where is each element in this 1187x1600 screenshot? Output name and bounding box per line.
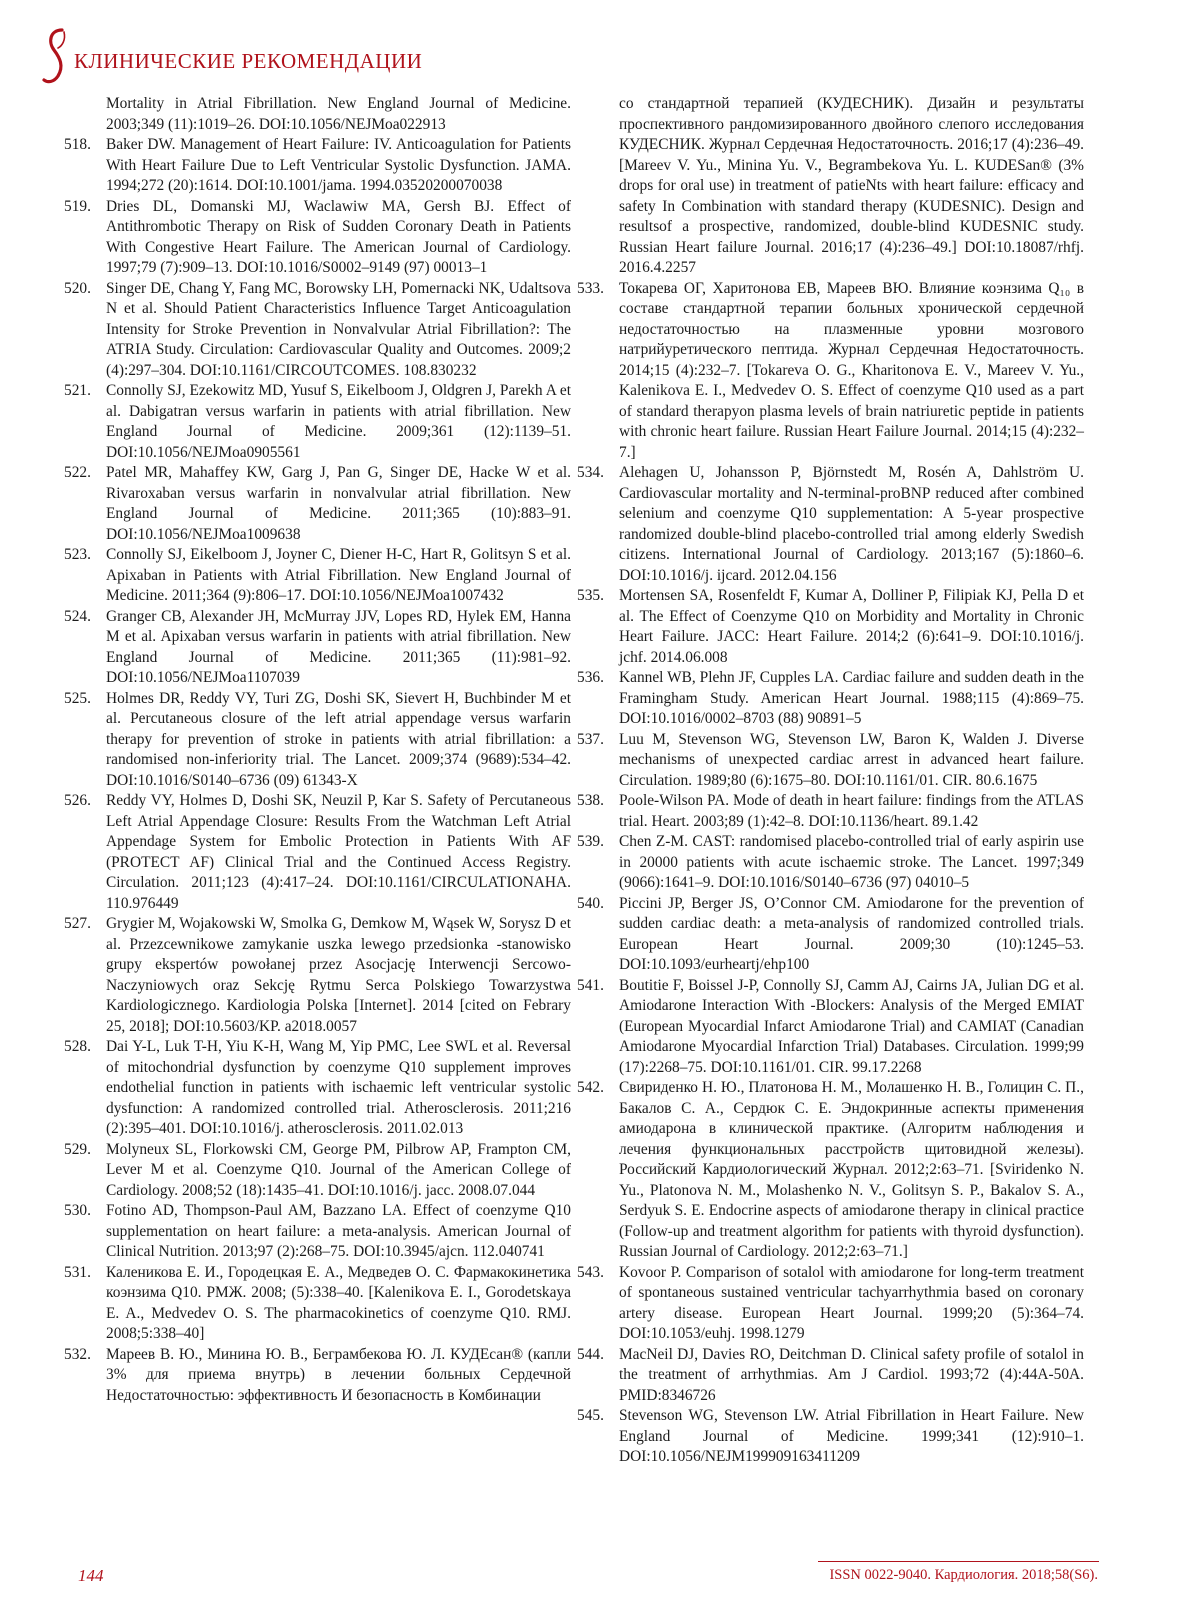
- reference-text: Piccini JP, Berger JS, O’Connor CM. Amiodarone for the prevention of sudden cardiac death: a meta-analysis of randomized controlled trials. European Heart Journal. 2009;30 (10):1245–53. DOI:10.1093/eurheartj/ehp100: [619, 894, 1084, 973]
- references-left-column: [64, 94, 571, 1406]
- reference-number: 538.: [577, 792, 604, 809]
- reference-item: [64, 197, 571, 279]
- reference-number: 523.: [64, 546, 91, 563]
- reference-number: 528.: [64, 1038, 91, 1055]
- reference-number: 526.: [64, 792, 91, 809]
- reference-text: Holmes DR, Reddy VY, Turi ZG, Doshi SK, Sievert H, Buchbinder M et al. Percutaneous closure of the left atrial appendage versus warfarin therapy for prevention of stroke in patients with atrial fibrillation: a randomised non-inferiority trial. The Lancet. 2009;374 (9689):534–42. DOI:10.1016/S0140–6736 (09) 61343-X: [106, 689, 571, 789]
- reference-item: [64, 463, 571, 545]
- reference-number: 525.: [64, 689, 91, 707]
- reference-number: 545.: [577, 1407, 604, 1424]
- reference-number: 521.: [64, 382, 91, 399]
- reference-number: 540.: [577, 894, 604, 912]
- reference-item: [577, 279, 1084, 464]
- reference-item: [577, 463, 1084, 586]
- reference-item: [577, 894, 1084, 976]
- section-title: КЛИНИЧЕСКИЕ РЕКОМЕНДАЦИИ: [74, 49, 423, 73]
- reference-number: 522.: [64, 464, 91, 481]
- reference-item: [64, 1037, 571, 1140]
- reference-text: Baker DW. Management of Heart Failure: IV. Anticoagulation for Patients With Heart Failure Due to Left Ventricular Systolic Dysfunction. JAMA. 1994;272 (20):1614. DOI:10.1001/jama. 1994.03520200070038: [106, 136, 571, 194]
- reference-item: [64, 135, 571, 197]
- reference-text: Boutitie F, Boissel J-P, Connolly SJ, Camm AJ, Cairns JA, Julian DG et al. Amiodarone Interaction With -Blockers: Analysis of the Merged EMIAT (European Myocardial Infarct Amiodarone Trial) and CAMIAT (Canadian Amiodarone Myocardial Infarction Trial) Databases. Circulation. 1999;99 (17):2268–75. DOI:10.1161/01. CIR. 99.17.2268: [619, 976, 1084, 1076]
- reference-number: 537.: [577, 730, 604, 748]
- reference-item: [64, 607, 571, 689]
- footer-divider: [818, 1561, 1099, 1562]
- reference-number: 541.: [577, 976, 604, 994]
- reference-number: 532.: [64, 1345, 91, 1363]
- reference-text: Grygier M, Wojakowski W, Smolka G, Demkow M, Wąsek W, Sorysz D et al. Przezcewnikowe zamykanie uszka lewego przedsionka -stanowisko grupy ekspertów powołanej przez Asocjację Interwencji Sercowo-Naczyniowych oraz Sekcję Rytmu Serca Polskiego Towarzystwa Kardiologicznego. Kardiologia Polska [Internet]. 2014 [cited on Febrary 25, 2018]; DOI:10.5603/KP. a2018.0057: [106, 915, 571, 1035]
- reference-number: 536.: [577, 669, 604, 686]
- reference-item: [64, 545, 571, 607]
- reference-number: 533.: [577, 279, 604, 297]
- page-number: 144: [78, 1566, 104, 1585]
- reference-item: [577, 1345, 1084, 1407]
- reference-number: 534.: [577, 464, 604, 481]
- reference-text: Granger CB, Alexander JH, McMurray JJV, Lopes RD, Hylek EM, Hanna M et al. Apixaban versus warfarin in patients with atrial fibrillation. New England Journal of Medicine. 2011;365 (11):981–92. DOI:10.1056/NEJMoa1107039: [106, 607, 571, 686]
- reference-text: MacNeil DJ, Davies RO, Deitchman D. Clinical safety profile of sotalol in the treatment of arrhythmias. Am J Cardiol. 1993;72 (4):44A-50A. PMID:8346726: [619, 1345, 1084, 1404]
- reference-number: 542.: [577, 1079, 604, 1096]
- reference-item: [64, 689, 571, 792]
- reference-text: Stevenson WG, Stevenson LW. Atrial Fibrillation in Heart Failure. New England Journal of Medicine. 1999;341 (12):910–1. DOI:10.1056/NEJM199909163411209: [619, 1407, 1084, 1465]
- reference-text: Molyneux SL, Florkowski CM, George PM, Pilbrow AP, Frampton CM, Lever M et al. Coenzyme Q10. Journal of the American College of Cardiology. 2008;52 (18):1435–41. DOI:10.1016/j. jacc. 2008.07.044: [106, 1140, 571, 1199]
- reference-item: [64, 1345, 571, 1407]
- reference-item: [577, 832, 1084, 894]
- reference-item: [64, 1201, 571, 1263]
- reference-text: Kannel WB, Plehn JF, Cupples LA. Cardiac failure and sudden death in the Framingham Study. American Heart Journal. 1988;115 (4):869–75. DOI:10.1016/0002–8703 (88) 90891–5: [619, 669, 1084, 727]
- reference-number: 518.: [64, 136, 91, 153]
- reference-number: 539.: [577, 833, 604, 850]
- reference-text: Свириденко Н. Ю., Платонова Н. М., Молашенко Н. В., Голицин С. П., Бакалов С. А., Сердюк С. Е. Эндокринные аспекты применения амиодарона в клинической практике. (Алгоритм наблюдения и лечения функциональных расстройств щитовидной железы). Российский Кардиологический Журнал. 2012;2:63–71. [Sviridenko N. Yu., Platonova N. M., Molashenko N. V., Golitsyn S. P., Bakalov S. A., Serdyuk S. E. Endocrine aspects of amiodarone therapy in clinical practice (Follow-up and treatment algorithm for patients with thyroid dysfunction). Russian Journal of Cardiology. 2012;2:63–71.]: [619, 1079, 1084, 1260]
- reference-number: 531.: [64, 1263, 91, 1281]
- reference-item: [64, 914, 571, 1037]
- reference-number: 527.: [64, 915, 91, 932]
- reference-item: [64, 279, 571, 382]
- reference-item: [64, 1140, 571, 1202]
- reference-item: [577, 1078, 1084, 1263]
- reference-text: Каленикова Е. И., Городецкая Е. А., Медведев О. С. Фармакокинетика коэнзима Q10. РМЖ. 2008; (5):338–40. [Kalenikova E. I., Gorodetskaya E. A., Medvedev O. S. The pharmacokinetics of coenzyme Q10. RMJ. 2008;5:338–40]: [106, 1263, 571, 1342]
- reference-item: [106, 94, 571, 135]
- reference-text: Токарева ОГ, Харитонова ЕВ, Мареев ВЮ. Влияние коэнзима Q₁₀ в составе стандартной терапии больных хронической сердечной недостаточностью на плазменные уровни мозгового натрийуретического пептида. Журнал Сердечная Недостаточность. 2014;15 (4):232–7. [Tokareva O. G., Kharitonova E. V., Mareev V. Yu., Kalenikova E. I., Medvedev O. S. Effect of coenzyme Q10 used as a part of standard therapyon plasma levels of brain natriuretic peptide in patients with chronic heart failure. Russian Heart Failure Journal. 2014;15 (4):232–7.]: [619, 279, 1084, 461]
- reference-item: [577, 668, 1084, 730]
- reference-number: 530.: [64, 1202, 91, 1219]
- reference-text: Luu M, Stevenson WG, Stevenson LW, Baron K, Walden J. Diverse mechanisms of unexpected cardiac arrest in advanced heart failure. Circulation. 1989;80 (6):1675–80. DOI:10.1161/01. CIR. 80.6.1675: [619, 730, 1084, 789]
- reference-item: [577, 976, 1084, 1079]
- reference-number: 543.: [577, 1263, 604, 1281]
- reference-text: Kovoor P. Comparison of sotalol with amiodarone for long-term treatment of spontaneous sustained ventricular tachyarrhythmia based on coronary artery disease. European Heart Journal. 1999;20 (5):364–74. DOI:10.1053/euhj. 1998.1279: [619, 1263, 1084, 1342]
- reference-text: Mortensen SA, Rosenfeldt F, Kumar A, Dolliner P, Filipiak KJ, Pella D et al. The Effect of Coenzyme Q10 on Morbidity and Mortality in Chronic Heart Failure. JACC: Heart Failure. 2014;2 (6):641–9. DOI:10.1016/j. jchf. 2014.06.008: [619, 587, 1084, 666]
- reference-text: Мареев В. Ю., Минина Ю. В., Беграмбекова Ю. Л. КУДЕсан® (капли 3% для приема внутрь) в лечении больных Сердечной Недостаточностью: эффективность И безопасность в Комбинации: [106, 1345, 571, 1404]
- reference-text: Poole-Wilson PA. Mode of death in heart failure: findings from the ATLAS trial. Heart. 2003;89 (1):42–8. DOI:10.1136/heart. 89.1.42: [619, 792, 1084, 830]
- references-right-column: [577, 94, 1084, 1468]
- reference-text: Patel MR, Mahaffey KW, Garg J, Pan G, Singer DE, Hacke W et al. Rivaroxaban versus warfarin in nonvalvular atrial fibrillation. New England Journal of Medicine. 2011;365 (10):883–91. DOI:10.1056/NEJMoa1009638: [106, 464, 571, 543]
- reference-text: со стандартной терапией (КУДЕСНИК). Дизайн и результаты проспективного рандомизированного двойного слепого исследования КУДЕСНИК. Журнал Сердечная Недостаточность. 2016;17 (4):236–49. [Mareev V. Yu., Minina Yu. V., Begrambekova Yu. L. KUDESan® (3% drops for oral use) in treatment of patieNts with heart failure: efficacy and safety In Combination with standard therapy (KUDESNIC). Design and resultsof a prospective, randomized, double-blind KUDESNIC study. Russian Heart failure Journal. 2016;17 (4):236–49.] DOI:10.18087/rhfj. 2016.4.2257: [619, 95, 1084, 276]
- reference-item: [64, 1263, 571, 1345]
- reference-text: Chen Z-M. CAST: randomised placebo-controlled trial of early aspirin use in 20000 patients with acute ischaemic stroke. The Lancet. 1997;349 (9066):1641–9. DOI:10.1016/S0140–6736 (97) 04010–5: [619, 833, 1084, 891]
- reference-text: Connolly SJ, Eikelboom J, Joyner C, Diener H-C, Hart R, Golitsyn S et al. Apixaban in Patients with Atrial Fibrillation. New England Journal of Medicine. 2011;364 (9):806–17. DOI:10.1056/NEJMoa1007432: [106, 546, 571, 604]
- reference-text: Alehagen U, Johansson P, Björnstedt M, Rosén A, Dahlström U. Cardiovascular mortality and N-terminal-proBNP reduced after combined selenium and coenzyme Q10 supplementation: A 5-year prospective randomized double-blind placebo-controlled trial among elderly Swedish citizens. International Journal of Cardiology. 2013;167 (5):1860–6. DOI:10.1016/j. ijcard. 2012.04.156: [619, 464, 1084, 584]
- reference-text: Fotino AD, Thompson-Paul AM, Bazzano LA. Effect of coenzyme Q10 supplementation on heart failure: a meta-analysis. American Journal of Clinical Nutrition. 2013;97 (2):268–75. DOI:10.3945/ajcn. 112.040741: [106, 1202, 571, 1260]
- reference-item: [577, 730, 1084, 792]
- reference-item: [619, 94, 1084, 279]
- reference-number: 520.: [64, 279, 91, 297]
- reference-item: [577, 1406, 1084, 1468]
- reference-item: [577, 586, 1084, 668]
- reference-text: Mortality in Atrial Fibrillation. New England Journal of Medicine. 2003;349 (11):1019–26. DOI:10.1056/NEJMoa022913: [106, 95, 571, 133]
- journal-citation: ISSN 0022-9040. Кардиология. 2018;58(S6).: [829, 1567, 1098, 1583]
- reference-text: Dai Y-L, Luk T-H, Yiu K-H, Wang M, Yip PMC, Lee SWL et al. Reversal of mitochondrial dysfunction by coenzyme Q10 supplement improves endothelial function in patients with ischaemic left ventricular systolic dysfunction: A randomized controlled trial. Atherosclerosis. 2011;216 (2):395–401. DOI:10.1016/j. atherosclerosis. 2011.02.013: [106, 1038, 571, 1137]
- reference-item: [577, 791, 1084, 832]
- reference-text: Reddy VY, Holmes D, Doshi SK, Neuzil P, Kar S. Safety of Percutaneous Left Atrial Appendage Closure: Results From the Watchman Left Atrial Appendage System for Embolic Protection in Patients With AF (PROTECT AF) Clinical Trial and the Continued Access Registry. Circulation. 2011;123 (4):417–24. DOI:10.1161/CIRCULATIONAHA. 110.976449: [106, 792, 571, 912]
- reference-text: Dries DL, Domanski MJ, Waclawiw MA, Gersh BJ. Effect of Antithrombotic Therapy on Risk of Sudden Coronary Death in Patients With Congestive Heart Failure. The American Journal of Cardiology. 1997;79 (7):909–13. DOI:10.1016/S0002–9149 (97) 00013–1: [106, 197, 571, 276]
- reference-number: 544.: [577, 1345, 604, 1363]
- reference-item: [64, 381, 571, 463]
- reference-number: 535.: [577, 587, 604, 604]
- journal-logo-icon: [40, 26, 74, 86]
- reference-number: 529.: [64, 1140, 91, 1158]
- reference-number: 524.: [64, 607, 91, 625]
- reference-number: 519.: [64, 197, 91, 215]
- reference-item: [577, 1263, 1084, 1345]
- reference-item: [64, 791, 571, 914]
- reference-text: Connolly SJ, Ezekowitz MD, Yusuf S, Eikelboom J, Oldgren J, Parekh A et al. Dabigatran versus warfarin in patients with atrial fibrillation. New England Journal of Medicine. 2009;361 (12):1139–51. DOI:10.1056/NEJMoa0905561: [106, 382, 571, 461]
- reference-text: Singer DE, Chang Y, Fang MC, Borowsky LH, Pomernacki NK, Udaltsova N et al. Should Patient Characteristics Influence Target Anticoagulation Intensity for Stroke Prevention in Nonvalvular Atrial Fibrillation?: The ATRIA Study. Circulation: Cardiovascular Quality and Outcomes. 2009;2 (4):297–304. DOI:10.1161/CIRCOUTCOMES. 108.830232: [106, 279, 571, 379]
